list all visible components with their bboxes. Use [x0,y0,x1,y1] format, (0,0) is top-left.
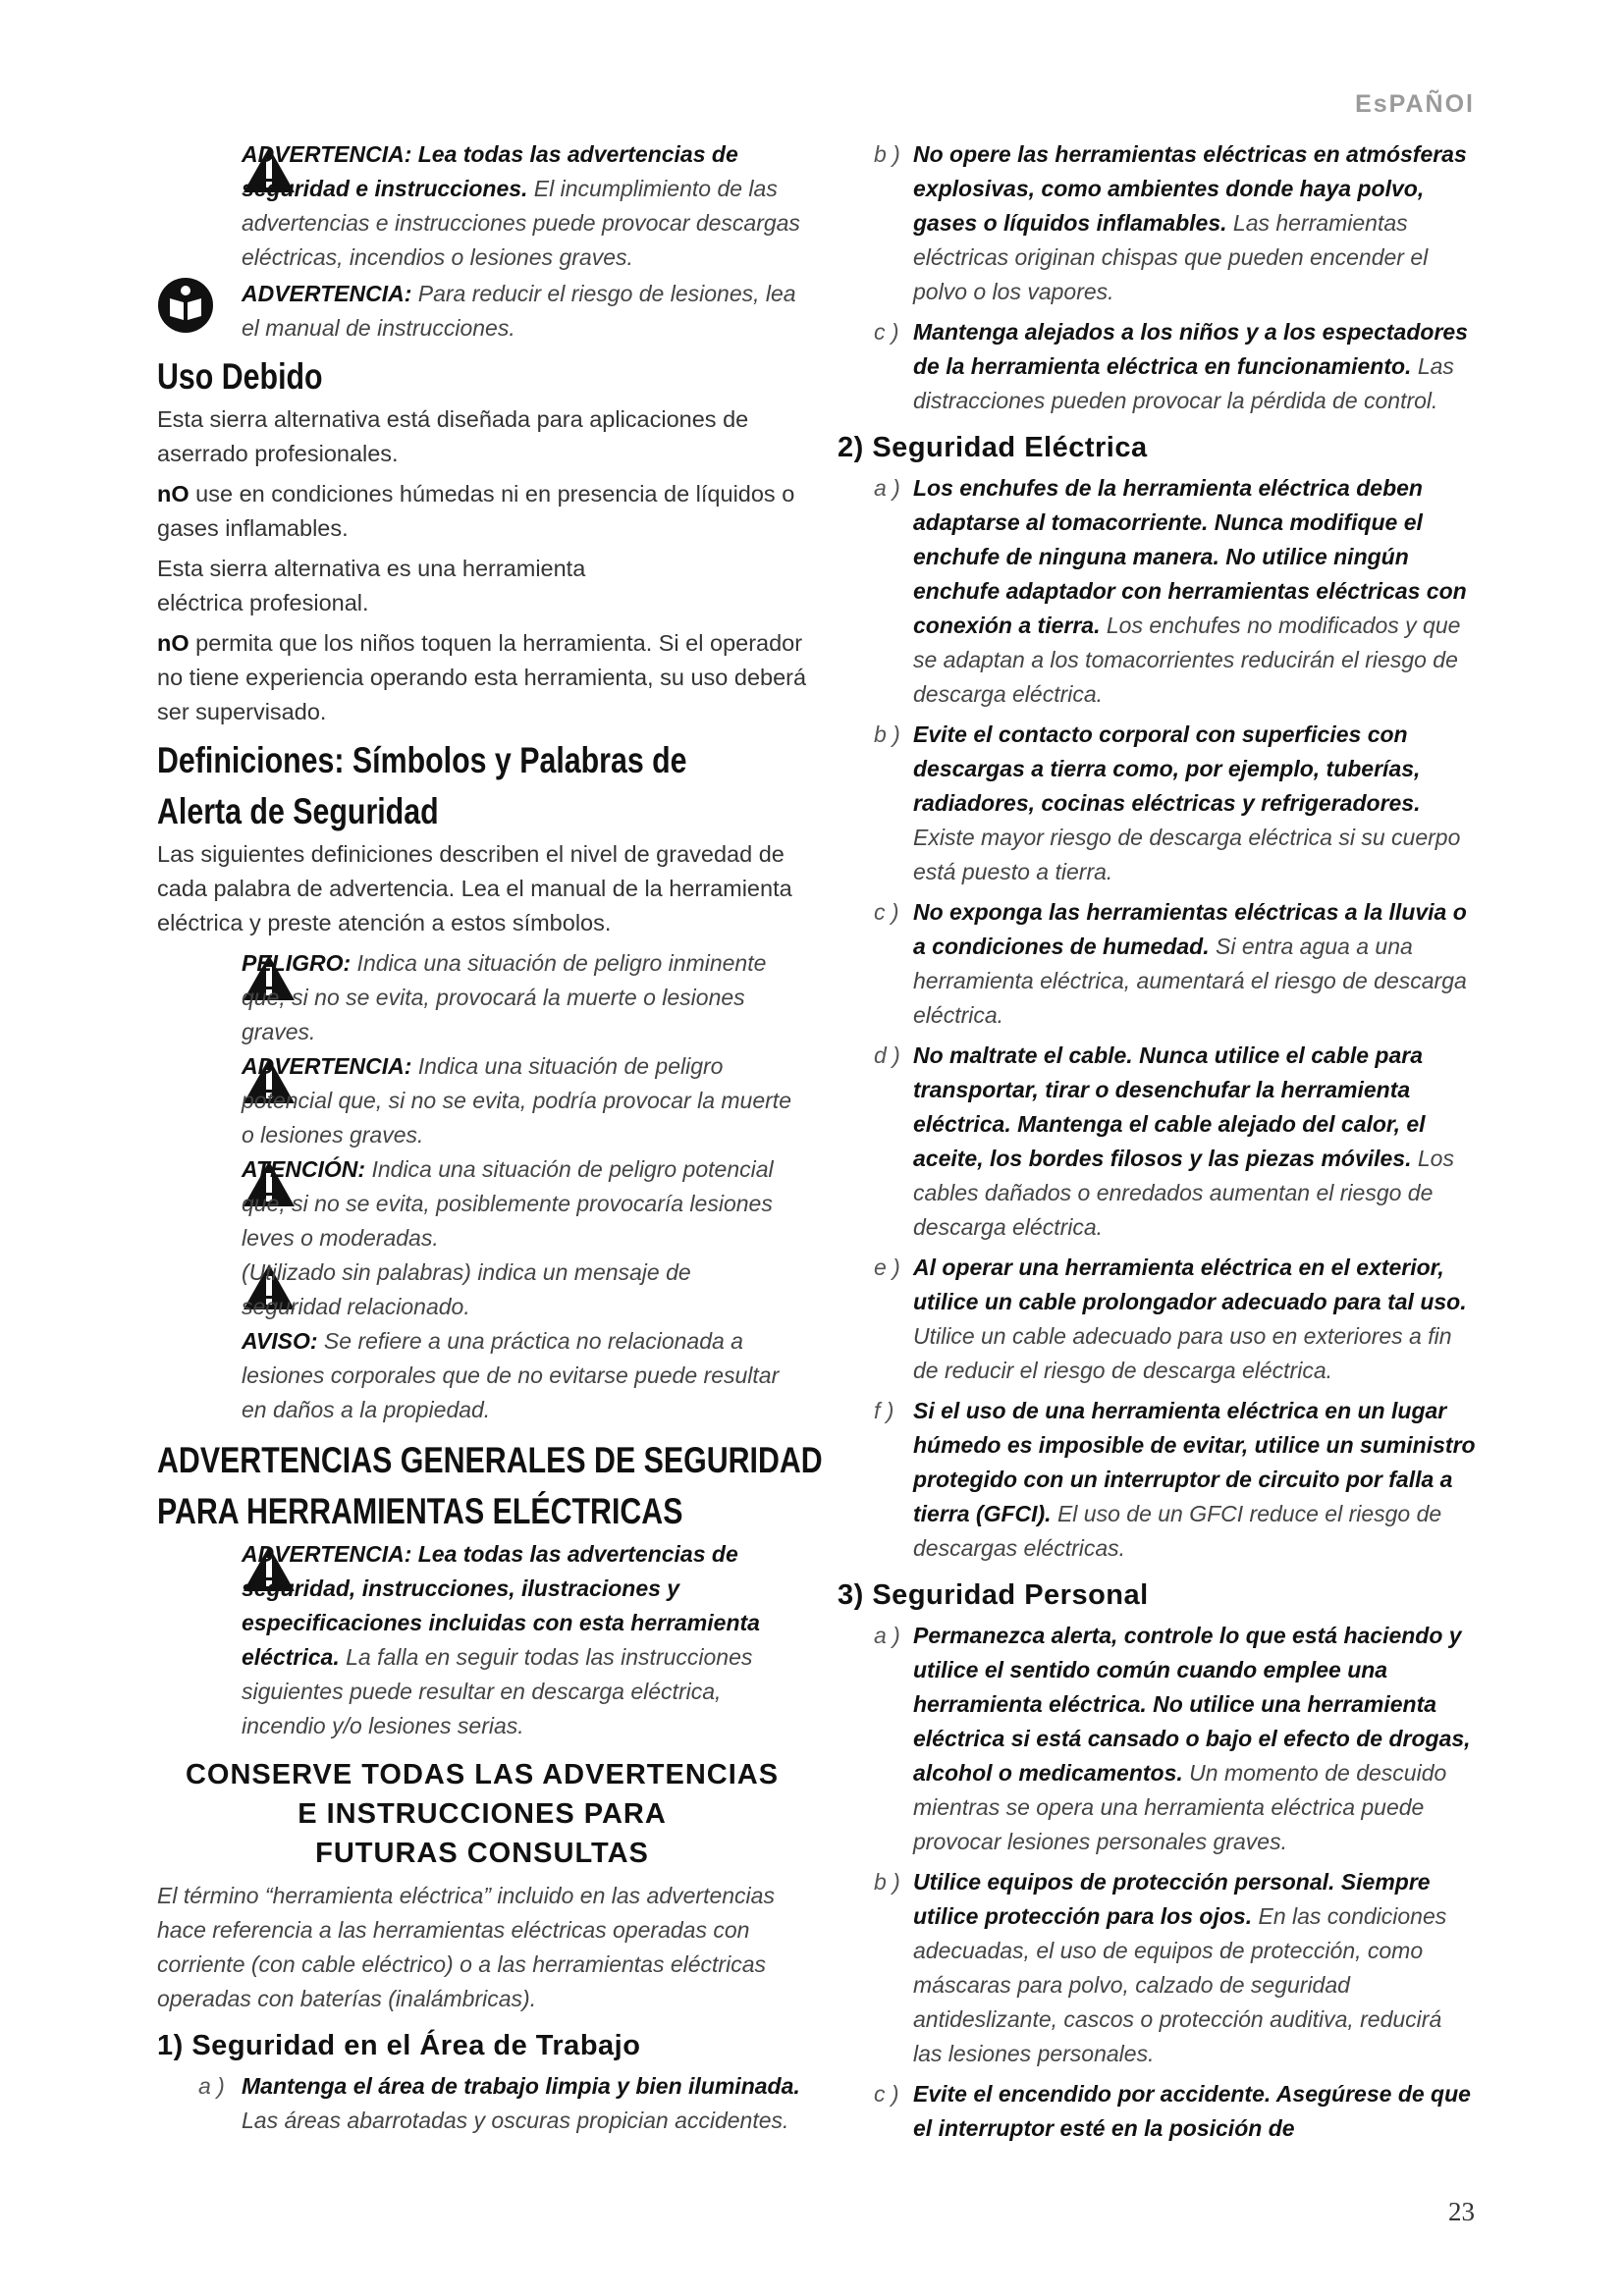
termino-paragraph: El término “herramienta eléctrica” incluido en las advertencias hace referencia a las herramientas eléctricas operadas con corriente (con cable eléctrico) o a las herramientas eléctricas operadas con baterías (inalámbricas). [157,1883,775,2011]
language-label: EsPAÑOl [1355,90,1475,118]
sec2-item-e: e ) Al operar una herramienta eléctrica en el exterior, utilice un cable prolongador adecuado para tal uso. Utilice un cable adecuado para uso en exteriores a fin de reducir el riesgo de descarga eléctrica. [874,1255,1467,1383]
sec3-item-b: b ) Utilice equipos de protección personal. Siempre utilice protección para los ojos. En las condiciones adecuadas, el uso de equipos de protección, como máscaras para polvo, calzado de seguridad antideslizante, cascos o protección auditiva, reducirá las lesiones personales. [874,1869,1447,2066]
conserve-heading: CONSERVE TODAS LAS ADVERTENCIAS E INSTRUCCIONES PARA FUTURAS CONSULTAS [185,1759,780,1869]
left-column [157,137,823,2138]
sec2-item-f: f ) Si el uso de una herramienta eléctrica en un lugar húmedo es imposible de evitar, utilice un suministro protegido con un interruptor de circuito por falla a tierra (GFCI). El uso de un GFCI reduce el riesgo de descargas eléctricas. [874,1398,1476,1561]
sec3-item-a: a ) Permanezca alerta, controle lo que está haciendo y utilice el sentido común cuando emplee una herramienta eléctrica. No utilice una herramienta eléctrica si está cansado o bajo el efecto de drogas, alcohol o medicamentos. Un momento de descuido mientras se opera una herramienta eléctrica puede provocar lesiones personales graves. [874,1623,1471,1854]
warning-text-2: ADVERTENCIA: Para reducir el riesgo de lesiones, lea el manual de instrucciones. [242,281,796,341]
peligro-text: PELIGRO: Indica una situación de peligro inminente que, si no se evita, provocará la muerte o lesiones graves. [242,950,767,1044]
read-manual-icon [157,277,214,334]
sec2-item-a: a ) Los enchufes de la herramienta eléctrica deben adaptarse al tomacorriente. Nunca modifique el enchufe de ninguna manera. No utilice ningún enchufe adaptador con herramientas eléctricas con conexión a tierra. Los enchufes no modificados y que se adaptan a los tomacorrientes reducirán el riesgo de descarga eléctrica. [874,475,1467,707]
uso-debido-heading: Uso Debido [157,356,323,397]
general-warnings-heading-2: PARA HERRAMIENTAS ELÉCTRICAS [157,1491,683,1531]
symbol-peligro [157,946,807,1049]
sec1-item-c: c ) Mantenga alejados a los niños y a los espectadores de la herramienta eléctrica en funcionamiento. Las distracciones pueden provocar la pérdida de control. [874,319,1468,413]
utilizado-text: (Utilizado sin palabras) indica un mensaje de seguridad relacionado. [242,1259,691,1319]
general-warning-block [157,1537,807,1743]
uso-paragraph-3: Esta sierra alternativa es una herramienta eléctrica profesional. [157,556,586,615]
sec1-item-a: a ) Mantenga el área de trabajo limpia y bien iluminada. Las áreas abarrotadas y oscuras propician accidentes. [198,2073,800,2133]
symbol-advertencia [157,1049,807,1152]
section-1-heading: 1) Seguridad en el Área de Trabajo [157,2030,641,2061]
sec3-item-c: c ) Evite el encendido por accidente. Asegúrese de que el interruptor esté en la posición de [874,2081,1471,2141]
warning-block-2 [157,277,807,346]
section-2-heading: 2) Seguridad Eléctrica [838,432,1148,463]
uso-paragraph-4: nO permita que los niños toquen la herramienta. Si el operador no tiene experiencia operando esta herramienta, su uso deberá ser supervisado. [157,630,807,724]
symbol-aviso [157,1324,807,1427]
sec2-item-d: d ) No maltrate el cable. Nunca utilice el cable para transportar, tirar o desenchufar la herramienta eléctrica. Mantenga el cable alejado del calor, el aceite, los bordes filosos y las piezas móviles. Los cables dañados o enredados aumentan el riesgo de descarga eléctrica. [874,1042,1454,1240]
sec2-item-b: b ) Evite el contacto corporal con superficies con descargas a tierra como, por ejemplo, tuberías, radiadores, cocinas eléctricas y refrigeradores. Existe mayor riesgo de descarga eléctrica si su cuerpo está puesto a tierra. [874,721,1461,884]
general-warnings-heading-1: ADVERTENCIAS GENERALES DE SEGURIDAD [157,1440,823,1480]
general-warning-text: ADVERTENCIA: Lea todas las advertencias de seguridad, instrucciones, ilustraciones y especificaciones incluidas con esta herramienta eléctrica. La falla en seguir todas las instrucciones siguientes puede resultar en descarga eléctrica, incendio y/o lesiones serias. [242,1541,760,1738]
definiciones-heading-1: Definiciones: Símbolos y Palabras de [157,740,687,780]
uso-paragraph-1: Esta sierra alternativa está diseñada para aplicaciones de aserrado profesionales. [157,406,749,466]
warning-text-1: ADVERTENCIA: Lea todas las advertencias de seguridad e instrucciones. El incumplimiento de las advertencias e instrucciones puede provocar descargas eléctricas, incendios o lesiones graves. [242,141,800,270]
advertencia-text: ADVERTENCIA: Indica una situación de peligro potencial que, si no se evita, podría provocar la muerte o lesiones graves. [242,1053,791,1148]
definiciones-heading-2: Alerta de Seguridad [157,791,439,831]
section-3-heading: 3) Seguridad Personal [838,1579,1149,1611]
warning-block-1 [157,137,807,275]
definiciones-paragraph: Las siguientes definiciones describen el nivel de gravedad de cada palabra de advertencia. Lea el manual de la herramienta eléctrica y preste atención a estos símbolos. [157,841,792,935]
atencion-text: ATENCIÓN: Indica una situación de peligro potencial que, si no se evita, posiblemente provocaría lesiones leves o moderadas. [242,1156,774,1251]
symbol-generic [157,1255,807,1324]
aviso-text: AVISO: Se refiere a una práctica no relacionada a lesiones corporales que de no evitarse puede resultar en daños a la propiedad. [242,1328,780,1422]
uso-paragraph-2: nO use en condiciones húmedas ni en presencia de líquidos o gases inflamables. [157,481,795,541]
symbol-atencion [157,1152,807,1255]
sec2-item-c: c ) No exponga las herramientas eléctricas a la lluvia o a condiciones de humedad. Si entra agua a una herramienta eléctrica, aumentará el riesgo de descarga eléctrica. [874,899,1467,1028]
page-number: 23 [1448,2197,1475,2226]
sec1-item-b: b ) No opere las herramientas eléctricas en atmósferas explosivas, como ambientes donde haya polvo, gases o líquidos inflamables. Las herramientas eléctricas originan chispas que pueden encender el polvo o los vapores. [874,141,1467,304]
right-column [838,137,1476,2152]
